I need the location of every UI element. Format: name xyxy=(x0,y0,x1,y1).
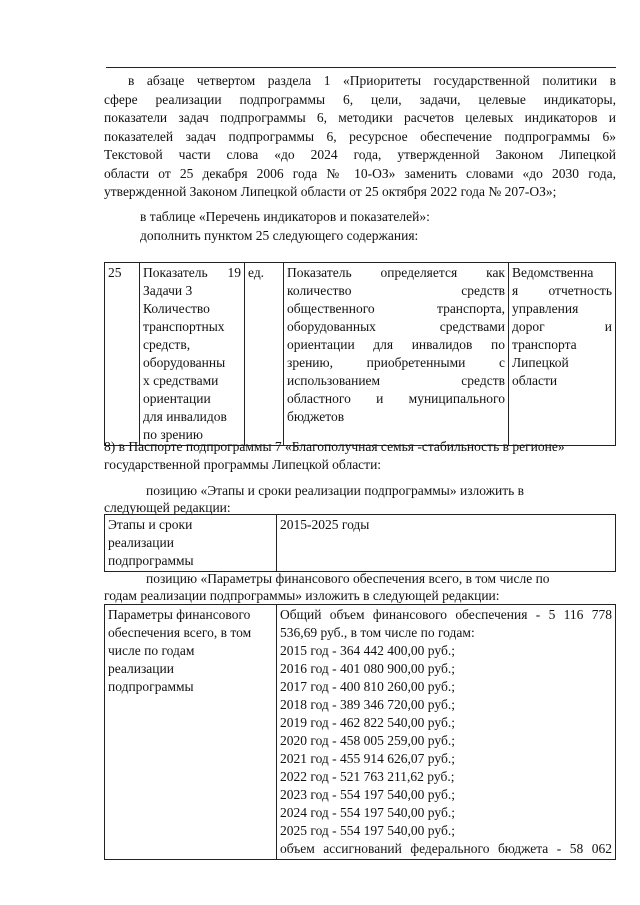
para1-line: Текстовой части слова «до 2024 года, утвержденной Законом Липецкой xyxy=(104,147,616,162)
cell-indicator-name: Показатель 19 Задачи 3 Количество транспортных средств, оборудованны х средствами ориентации для инвалидов по зрению xyxy=(140,263,245,446)
stages-table xyxy=(104,514,616,572)
table-row xyxy=(105,605,616,860)
top-rule xyxy=(106,67,616,68)
paragraph-item-8-line2: государственной программы Липецкой области: xyxy=(104,457,382,472)
paragraph-finance-line1: позицию «Параметры финансового обеспечения всего, в том числе по xyxy=(146,571,550,586)
table-row xyxy=(105,263,616,446)
para1-line: показателей задач подпрограммы 6, ресурсное обеспечение подпрограммы 6» xyxy=(104,128,616,144)
para1-line: утвержденной Законом Липецкой области от 25 октября 2022 года № 207-ОЗ»; xyxy=(104,184,557,199)
cell-number: 25 xyxy=(105,263,140,446)
cell-stages-label: Этапы и сроки реализации подпрограммы xyxy=(105,515,277,572)
paragraph-add-item: дополнить пунктом 25 следующего содержания: xyxy=(140,228,419,243)
cell-description: Показатель определяется как количество средств общественного транспорта, оборудованных средствами ориентации для инвалидов по зрению, приобретенными с использованием средств областного и муниципального бюджетов xyxy=(284,263,509,446)
paragraph-item-8-line1: 8) в Паспорте подпрограммы 7 «Благополучная семья -стабильность в регионе» xyxy=(104,439,565,454)
para1-line: сфере реализации подпрограммы 6, цели, задачи, целевые индикаторы, xyxy=(104,91,616,107)
para1-line: в абзаце четвертом раздела 1 «Приоритеты государственной политики в xyxy=(128,73,616,88)
cell-finance-label: Параметры финансового обеспечения всего, в том числе по годам реализации подпрограммы xyxy=(105,605,277,860)
cell-finance-value: Общий объем финансового обеспечения - 5 116 778 536,69 руб., в том числе по годам: 2015 год - 364 442 400,00 руб.; 2016 год - 401 080 900,00 руб.; 2017 год - 400 810 260,00 руб.; 2018 год - 389 346 720,00 руб.; 2019 год - 462 822 540,00 руб.; 2020 год - 458 005 259,00 руб.; 2021 год - 455 914 626,07 руб.; 2022 год - 521 763 211,62 руб.; 2023 год - 554 197 540,00 руб.; 2024 год - 554 197 540,00 руб.; 2025 год - 554 197 540,00 руб.; объем ассигнований федерального бюджета - 58 062 xyxy=(277,605,616,860)
paragraph-stages-line2: следующей редакции: xyxy=(104,500,231,515)
finance-table xyxy=(104,604,616,860)
indicators-table-row-25 xyxy=(104,262,616,446)
paragraph-finance-line2: годам реализации подпрограммы» изложить в следующей редакции: xyxy=(104,588,500,603)
paragraph-section1-amendment xyxy=(104,72,616,202)
paragraph-stages-line1: позицию «Этапы и сроки реализации подпрограммы» изложить в xyxy=(146,483,525,498)
paragraph-table-intro: в таблице «Перечень индикаторов и показателей»: xyxy=(140,209,430,224)
para1-line: области от 25 декабря 2006 года № 10-ОЗ» заменить словами «до 2030 года, xyxy=(104,165,616,181)
para1-line: показатели задач подпрограммы 6, методики расчетов целевых индикаторов и xyxy=(104,110,616,125)
cell-stages-value: 2015-2025 годы xyxy=(277,515,616,572)
cell-data-source: Ведомственна я отчетность управления дорог и транспорта Липецкой области xyxy=(509,263,616,446)
table-row xyxy=(105,515,616,572)
cell-unit: ед. xyxy=(245,263,284,446)
